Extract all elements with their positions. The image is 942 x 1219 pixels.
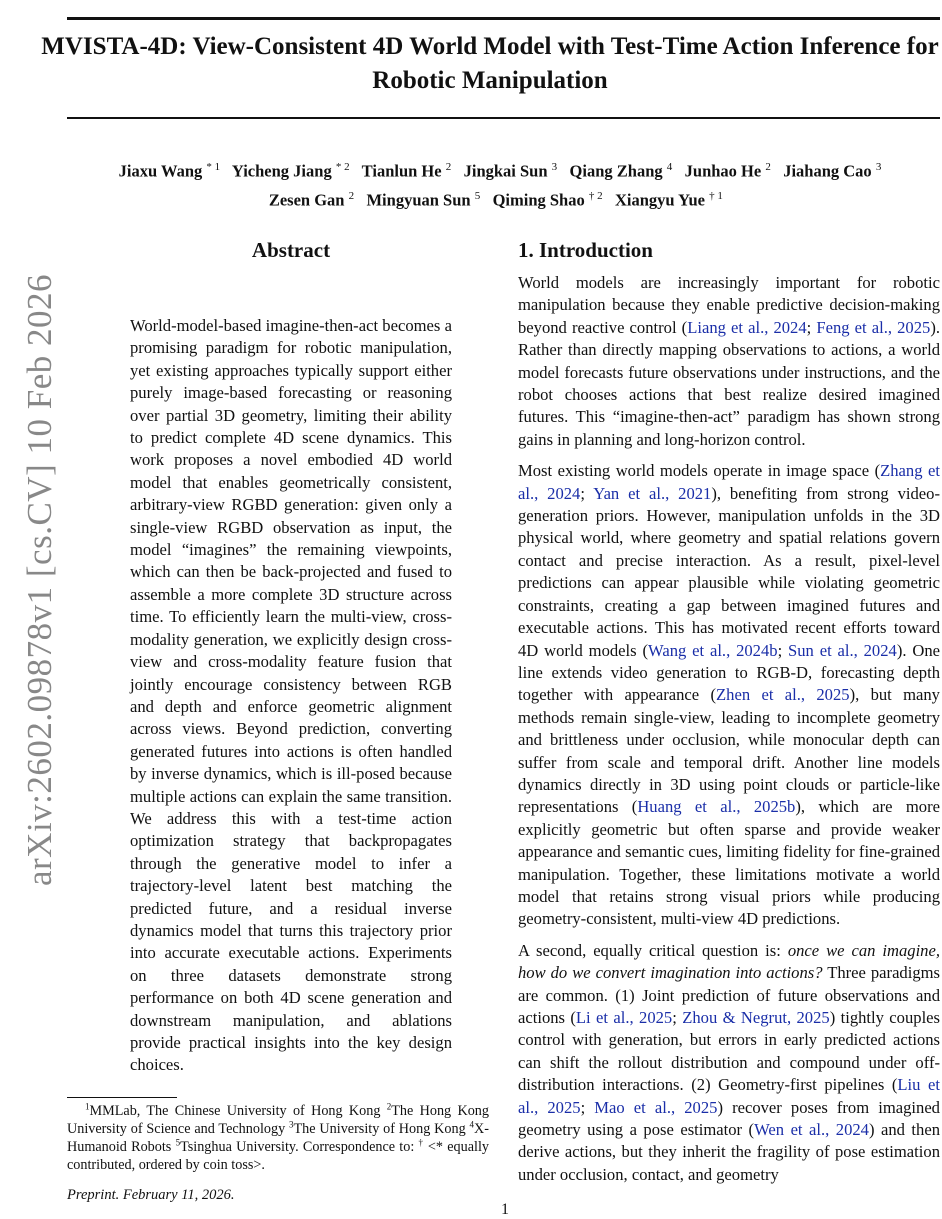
text-run: ). Rather than directly mapping observations to actions, a world model forecasts future observations under instructions, and the robot chooses actions that best realize desired imagined futures. This “imagine-then-act” paradigm has shown strong gains in planning and long-horizon control. <box>518 317 940 449</box>
text-run: ) tightly couples control with generation, but errors in early predicted actions can shift the rollout distribution and compound under off-distribution interactions. (2) Geometry-first pipelines ( <box>518 1008 940 1095</box>
text-run: ). One line extends video generation to RGB-D, forecasting depth together with appearance ( <box>518 640 940 705</box>
paragraph <box>518 272 940 451</box>
text-run: ) and then derive actions, but they inherit the fragility of pose estimation under occlusion, contact, and geometry <box>518 1120 940 1184</box>
footnote-rule <box>67 1097 177 1098</box>
citation-link[interactable]: Wang et al., 2024b <box>648 640 778 660</box>
author-affiliation-mark: 3 <box>551 161 558 173</box>
author-affiliation-mark: 2 <box>765 161 771 173</box>
citation-link[interactable]: Yan et al., 2021 <box>593 483 712 503</box>
text-run: ; <box>580 483 594 503</box>
citation-link[interactable]: Zhang et al., 2024 <box>518 461 940 503</box>
author: Jingkai Sun <box>463 161 548 181</box>
text-run: ; <box>672 1008 683 1027</box>
affiliation-text: The University of Hong Kong <box>293 1120 470 1137</box>
paper-title: MVISTA-4D: View-Consistent 4D World Model with Test-Time Action Inference for Robotic Manipulation <box>41 33 939 94</box>
citation-link[interactable]: Liu et al., 2025 <box>518 1075 940 1117</box>
text-run: Most existing world models operate in image space ( <box>518 461 881 481</box>
paragraph <box>518 460 940 931</box>
text-run: World models are increasingly important for robotic manipulation because they enable predictive decision-making beyond reactive control ( <box>518 273 940 337</box>
text-run: A second, equally critical question is: <box>518 940 788 960</box>
author: Junhao He <box>684 161 762 181</box>
left-column <box>67 315 489 1204</box>
author: Xiangyu Yue <box>614 190 706 209</box>
citation-link[interactable]: Liang et al., 2024 <box>687 317 807 337</box>
author-affiliation-mark: 5 <box>474 189 481 202</box>
affiliation-text: The Hong Kong University of Science and Technology <box>67 1102 489 1137</box>
top-rule <box>67 17 940 20</box>
author: Zesen Gan <box>268 190 345 209</box>
citation-link[interactable]: Sun et al., 2024 <box>788 640 897 660</box>
footnote-mark: 1 <box>85 1101 90 1112</box>
footnote-block <box>67 1077 489 1204</box>
author: Tianlun He <box>361 161 442 181</box>
text-run: ), which are more explicitly geometric but often sparse and provide weaker appearance and semantic cues, limiting fidelity for fine-grained manipulation. Together, these limitations motivate a world model that retains strong visual priors while producing geometry-consistent, multi-view 4D predictions. <box>518 797 940 929</box>
affiliation-text: MMLab, The Chinese University of Hong Kong <box>89 1102 387 1119</box>
emphasized-text: once we can imagine, how do we convert imagination into actions? <box>518 940 940 983</box>
text-run: ; <box>806 317 817 337</box>
citation-link[interactable]: Feng et al., 2025 <box>816 317 931 337</box>
citation-link[interactable]: Zhen et al., 2025 <box>716 685 850 705</box>
citation-link[interactable]: Huang et al., 2025b <box>637 797 796 817</box>
affiliations-footnote <box>67 1102 489 1174</box>
author-affiliation-mark: * 2 <box>335 161 350 173</box>
affiliation-text: <* equally contributed, ordered by coin toss>. <box>67 1138 490 1173</box>
footnote-mark: 3 <box>289 1119 294 1130</box>
footnote-mark: 4 <box>469 1119 475 1130</box>
text-run: Three paradigms are common. (1) Joint prediction of future observations and actions ( <box>518 963 941 1027</box>
author-affiliation-mark: 2 <box>445 161 452 173</box>
author: Qiang Zhang <box>569 161 663 181</box>
author: Qiming Shao <box>492 190 585 209</box>
citation-link[interactable]: Li et al., 2025 <box>575 1008 673 1027</box>
citation-link[interactable]: Zhou & Negrut, 2025 <box>682 1008 830 1027</box>
text-run: ; <box>580 1097 595 1117</box>
footnote-mark: 2 <box>386 1101 392 1112</box>
abstract-text: World-model-based imagine-then-act becomes a promising paradigm for robotic manipulation, yet existing approaches typically support either purely image-based forecasting or reasoning over partial 3D geometry, limiting their ability to predict complete 4D scene dynamics. This work proposes a novel embodied 4D world model that enables geometrically consistent, arbitrary-view RGBD generation: given only a single-view RGBD observation as input, the model “imagines” the remaining viewpoints, which can then be back-projected and fused to assemble a more complete 3D structure across time. To efficiently learn the multi-view, cross-modality generation, we explicitly design cross-view and cross-modality feature fusion that jointly encourage consistency between RGB and depth and enforce geometric alignment across views. Beyond prediction, converting generated futures into actions is often handled by inverse dynamics, which is ill-posed because multiple actions can explain the same transition. We address this with a test-time action optimization strategy that backpropagates through the generative model to infer a trajectory-level latent best matching the predicted future, and a residual inverse dynamics model that turns this trajectory prior into accurate executable actions. Experiments on three datasets demonstrate strong performance on both 4D scene generation and downstream manipulation, and ablations provide practical insights into the key design choices. <box>130 316 452 1075</box>
paragraph <box>518 940 940 1186</box>
abstract-heading: Abstract <box>251 238 331 262</box>
citation-link[interactable]: Wen et al., 2024 <box>754 1120 869 1140</box>
introduction-heading: 1. Introduction <box>518 238 653 262</box>
author: Mingyuan Sun <box>366 190 471 209</box>
affiliation-text: Tsinghua University. Correspondence to: <box>180 1138 419 1155</box>
author-affiliation-mark: 2 <box>348 189 355 202</box>
text-run: ) recover poses from imagined geometry using a pose estimator ( <box>518 1097 940 1140</box>
author-affiliation-mark: * 1 <box>206 161 221 173</box>
affiliation-text: X-Humanoid Robots <box>67 1120 489 1155</box>
author-list <box>60 155 940 212</box>
text-run: ), but many methods remain single-view, leading to incomplete geometry and brittleness under occlusion, while monocular depth can suffer from scale and temporal drift. Another line models dynamics directly in 3D using point clouds or particle-like representations ( <box>518 685 940 817</box>
author-affiliation-mark: 3 <box>875 161 882 173</box>
author-affiliation-mark: † 1 <box>709 189 723 202</box>
title-bottom-rule <box>67 117 940 119</box>
footnote-mark: † <box>418 1137 424 1148</box>
arxiv-identifier[interactable]: arXiv:2602.09878v1 [cs.CV] 10 Feb 2026 <box>20 274 59 887</box>
author-affiliation-mark: 4 <box>666 161 673 173</box>
author: Yicheng Jiang <box>231 161 332 181</box>
author: Jiahang Cao <box>783 161 872 181</box>
introduction-body <box>518 272 940 1195</box>
author: Jiaxu Wang <box>118 161 203 181</box>
text-run: ), benefiting from strong video-generation priors. However, manipulation unfolds in the 3D physical world, where geometry and spatial relations govern contact and precise interaction. As a result, pixel-level predictions can appear plausible while violating geometric constraints, creating a gap between imagined futures and executable actions. This has motivated recent efforts toward 4D world models ( <box>518 483 940 660</box>
footnote-mark: 5 <box>175 1137 181 1148</box>
author-affiliation-mark: † 2 <box>588 189 603 202</box>
citation-link[interactable]: Mao et al., 2025 <box>594 1097 718 1117</box>
text-run: ; <box>777 640 789 660</box>
page-number: 1 <box>501 1201 509 1218</box>
preprint-date: Preprint. February 11, 2026. <box>67 1186 235 1203</box>
